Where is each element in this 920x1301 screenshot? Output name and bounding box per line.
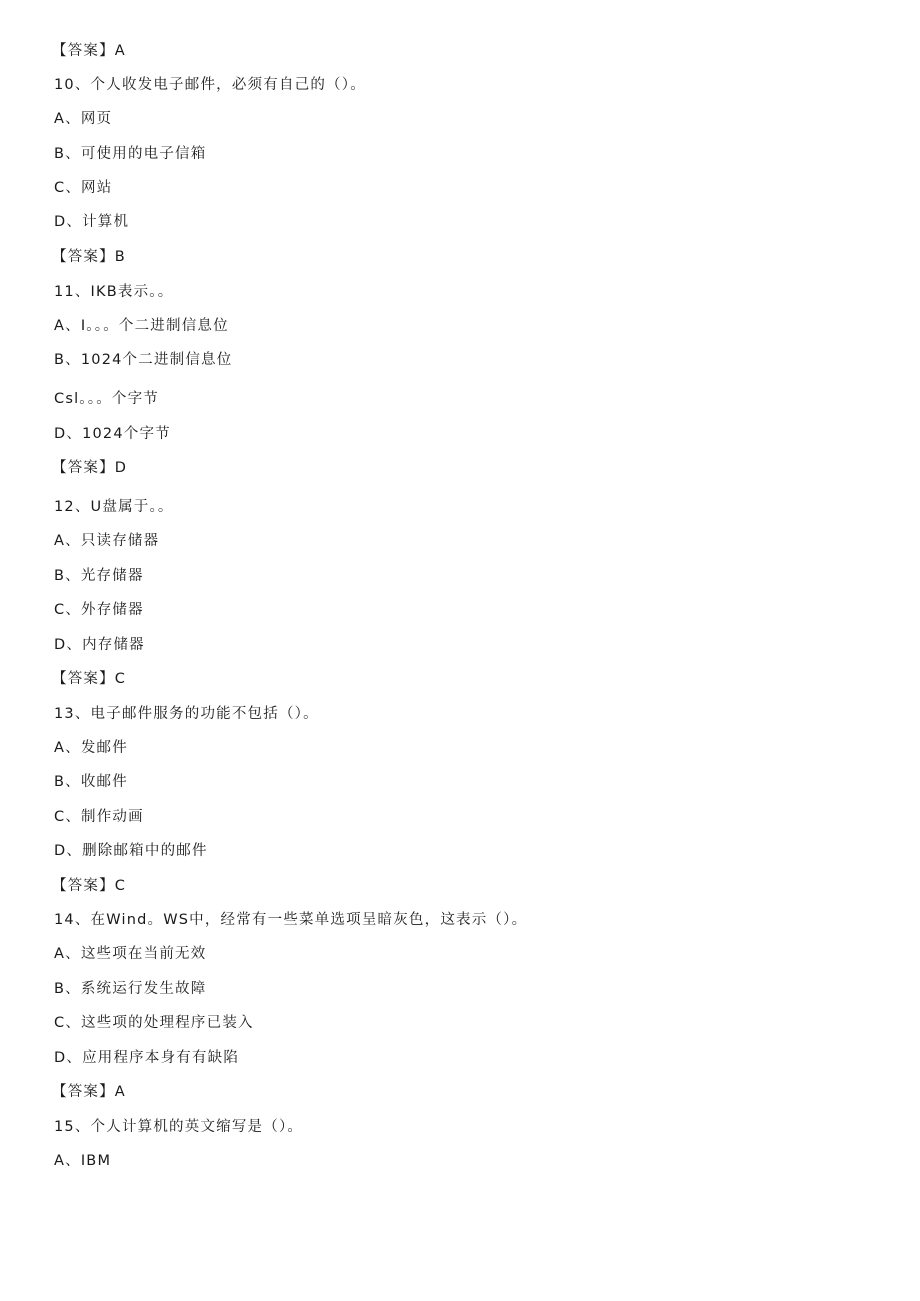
option-a: A、发邮件 (54, 740, 128, 756)
option-a: A、IBM (54, 1153, 112, 1169)
option-b: B、可使用的电子信箱 (54, 146, 207, 162)
option-a: A、I。。。个二进制信息位 (54, 318, 229, 334)
option-b: B、1024个二进制信息位 (54, 352, 233, 368)
option-b: B、光存储器 (54, 568, 144, 584)
option-b: B、收邮件 (54, 774, 128, 790)
answer-line: 【答案】A (52, 1084, 126, 1100)
option-a: A、网页 (54, 111, 113, 127)
option-b: B、系统运行发生故障 (54, 981, 207, 997)
option-a: A、只读存储器 (54, 533, 160, 549)
option-c: Csl。。。个字节 (54, 391, 160, 407)
option-d: D、1024个字节 (54, 426, 171, 442)
question-12: 12、U盘属于。。 (54, 499, 174, 515)
answer-line: 【答案】C (52, 878, 127, 894)
answer-line: 【答案】A (52, 43, 126, 59)
question-11: 11、IKB表示。。 (54, 284, 174, 300)
option-d: D、删除邮箱中的邮件 (54, 843, 208, 859)
option-c: C、网站 (54, 180, 113, 196)
option-d: D、计算机 (54, 214, 130, 230)
option-c: C、这些项的处理程序已装入 (54, 1015, 254, 1031)
answer-line: 【答案】D (52, 460, 128, 476)
option-d: D、内存储器 (54, 637, 145, 653)
option-c: C、外存储器 (54, 602, 144, 618)
question-10: 10、个人收发电子邮件，必须有自己的（）。 (54, 77, 366, 93)
question-15: 15、个人计算机的英文缩写是（）。 (54, 1119, 304, 1135)
question-14: 14、在Wind。WS中，经常有一些菜单选项呈暗灰色，这表示（）。 (54, 912, 528, 928)
option-c: C、制作动画 (54, 809, 144, 825)
answer-line: 【答案】B (52, 249, 126, 265)
option-a: A、这些项在当前无效 (54, 946, 207, 962)
option-d: D、应用程序本身有有缺陷 (54, 1050, 240, 1066)
question-13: 13、电子邮件服务的功能不包括（）。 (54, 706, 319, 722)
answer-line: 【答案】C (52, 671, 127, 687)
